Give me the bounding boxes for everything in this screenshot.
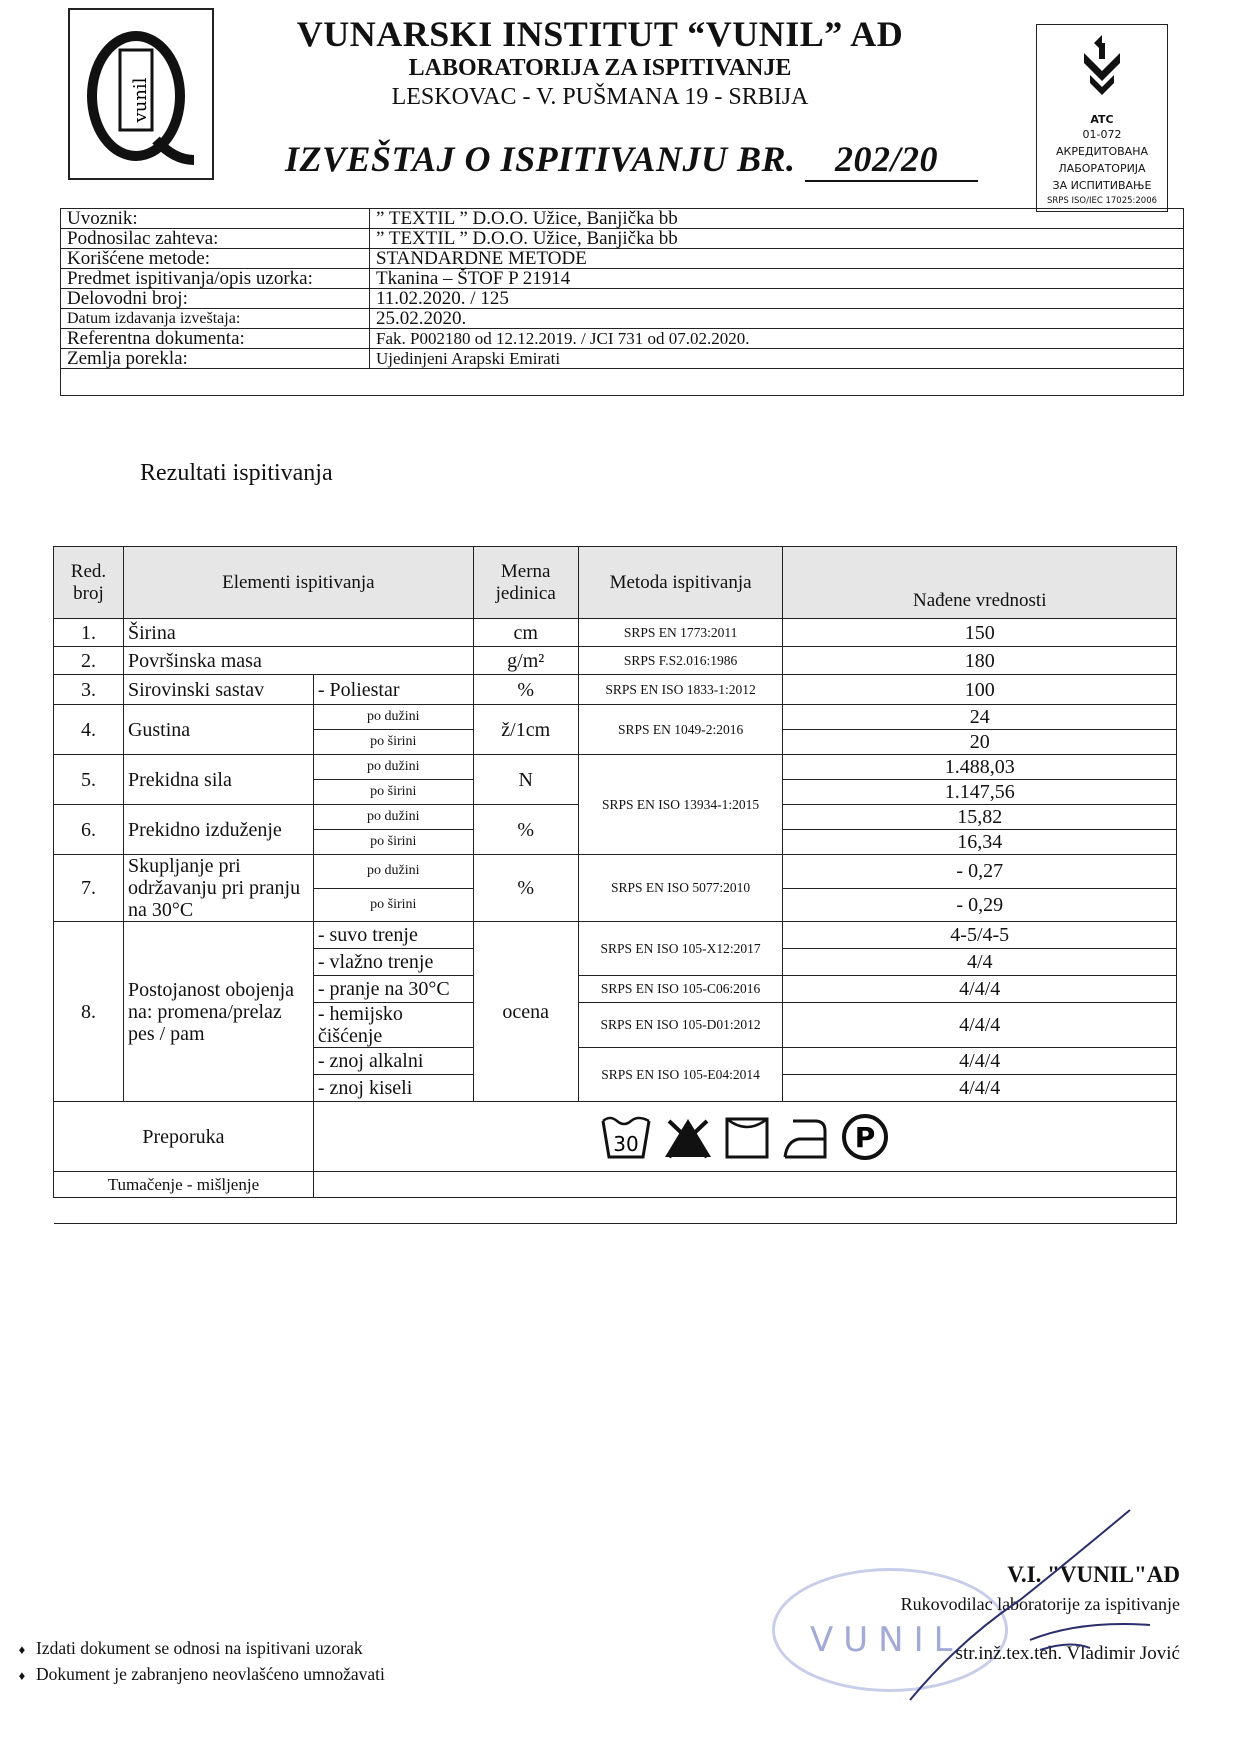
results-table — [53, 546, 1177, 1224]
iron-icon — [779, 1113, 831, 1161]
row-method: SRPS EN ISO 5077:2010 — [578, 855, 783, 922]
row-element: Površinska masa — [123, 647, 473, 675]
row-method: SRPS EN ISO 105-C06:2016 — [578, 976, 783, 1003]
row-method: SRPS EN ISO 105-X12:2017 — [578, 922, 783, 976]
info-row — [61, 349, 1184, 369]
report-title-text: IZVEŠTAJ O ISPITIVANJU BR. — [285, 139, 796, 179]
row-unit: % — [473, 855, 578, 922]
row-sub-element: - Poliestar — [313, 675, 473, 705]
signature-organization: V.I. "VUNIL"AD — [1007, 1562, 1180, 1587]
row-element: Postojanost obojenja na: promena/prelaz pes / pam — [123, 922, 313, 1102]
row-unit: ocena — [473, 922, 578, 1102]
row-value: 4/4/4 — [783, 1048, 1177, 1075]
row-sub-element: po širini — [313, 780, 473, 805]
info-row — [61, 249, 1184, 269]
atc-line3: ЗА ИСПИТИВАЊЕ — [1052, 179, 1152, 192]
row-value: 150 — [783, 619, 1177, 647]
row-method: SRPS EN ISO 105-E04:2014 — [578, 1048, 783, 1102]
row-sub-element: po dužini — [313, 705, 473, 730]
row-sub-element: po dužini — [313, 855, 473, 889]
recommendation-cell — [313, 1102, 1176, 1172]
accreditation-badge — [1036, 24, 1168, 212]
table-row — [54, 675, 1177, 705]
interpretation-row — [54, 1172, 1177, 1198]
row-unit: N — [473, 755, 578, 805]
row-sub-element: po širini — [313, 888, 473, 922]
col-header-method: Metoda ispitivanja — [578, 547, 783, 619]
row-method: SRPS F.S2.016:1986 — [578, 647, 783, 675]
table-row — [54, 922, 1177, 949]
table-row — [54, 855, 1177, 889]
svg-text:vunil: vunil — [130, 77, 151, 123]
footer-note: ♦ Dokument je zabranjeno neovlašćeno umnožavati — [8, 1662, 385, 1688]
institute-address: LESKOVAC - V. PUŠMANA 19 - SRBIJA — [391, 84, 809, 110]
row-unit: % — [473, 805, 578, 855]
info-value: Tkanina – ŠTOF P 21914 — [370, 269, 1184, 289]
row-sub-element: po dužini — [313, 805, 473, 830]
row-sub-element: - znoj alkalni — [313, 1048, 473, 1075]
care-symbols — [318, 1108, 1172, 1166]
info-row — [61, 269, 1184, 289]
atc-standard: SRPS ISO/IEC 17025:2006 — [1046, 196, 1158, 206]
col-header-values: Nađene vrednosti — [783, 547, 1177, 619]
row-value: 15,82 — [783, 805, 1177, 830]
row-sub-element: po dužini — [313, 755, 473, 780]
info-row — [61, 329, 1184, 349]
footer-note: ♦ Izdati dokument se odnosi na ispitivani uzorak — [8, 1636, 385, 1662]
row-sub-element: - znoj kiseli — [313, 1075, 473, 1102]
row-unit: cm — [473, 619, 578, 647]
blank-cell — [54, 1198, 1177, 1224]
row-value: 24 — [783, 705, 1177, 730]
row-no: 7. — [54, 855, 124, 922]
recommendation-row — [54, 1102, 1177, 1172]
info-label: Delovodni broj: — [61, 289, 370, 309]
row-no: 1. — [54, 619, 124, 647]
row-sub-element: po širini — [313, 730, 473, 755]
row-unit: ž/1cm — [473, 705, 578, 755]
q-logo-icon — [70, 10, 212, 178]
info-label: Uvoznik: — [61, 209, 370, 229]
row-value: 20 — [783, 730, 1177, 755]
row-element: Širina — [123, 619, 473, 647]
row-unit: % — [473, 675, 578, 705]
atc-number: 01-072 — [1082, 128, 1122, 141]
col-header-element: Elementi ispitivanja — [123, 547, 473, 619]
info-label: Zemlja porekla: — [61, 349, 370, 369]
header-title-block — [260, 14, 940, 112]
row-value: - 0,29 — [783, 888, 1177, 922]
info-value: ” TEXTIL ” D.O.O. Užice, Banjička bb — [370, 229, 1184, 249]
table-row — [54, 705, 1177, 730]
row-method: SRPS EN ISO 105-D01:2012 — [578, 1003, 783, 1048]
laboratory-name: LABORATORIJA ZA ISPITIVANJE — [408, 55, 792, 81]
row-no: 6. — [54, 805, 124, 855]
row-element: Sirovinski sastav — [123, 675, 313, 705]
row-method: SRPS EN ISO 13934-1:2015 — [578, 755, 783, 855]
tumble-dry-icon — [723, 1113, 771, 1161]
row-value: 180 — [783, 647, 1177, 675]
info-label: Datum izdavanja izveštaja: — [61, 309, 370, 329]
info-blank-cell — [61, 369, 1184, 396]
row-value: 4/4/4 — [783, 1003, 1177, 1048]
interpretation-label: Tumačenje - mišljenje — [54, 1172, 314, 1198]
table-row — [54, 647, 1177, 675]
row-method: SRPS EN 1049-2:2016 — [578, 705, 783, 755]
signature-role: Rukovodilac laboratorije za ispitivanje — [900, 1594, 1180, 1614]
row-value: 4/4/4 — [783, 976, 1177, 1003]
row-value: 1.147,56 — [783, 780, 1177, 805]
report-title — [285, 138, 978, 182]
row-element: Skupljanje pri održavanju pri pranju na 30°C — [123, 855, 313, 922]
info-value: Fak. P002180 od 12.12.2019. / JCI 731 od 07.02.2020. — [370, 329, 1184, 349]
signature-name: str.inž.tex.teh. Vladimir Jović — [955, 1643, 1180, 1664]
row-value: 4/4/4 — [783, 1075, 1177, 1102]
row-sub-element: - hemijsko čišćenje — [313, 1003, 473, 1048]
results-title: Rezultati ispitivanja — [140, 460, 333, 486]
wash-30-icon — [599, 1113, 653, 1161]
row-sub-element: - vlažno trenje — [313, 949, 473, 976]
col-header-unit: Merna jedinica — [473, 547, 578, 619]
bullet-icon: ♦ — [18, 1642, 26, 1657]
row-method: SRPS EN 1773:2011 — [578, 619, 783, 647]
svg-text:30: 30 — [613, 1131, 639, 1156]
info-value: 25.02.2020. — [370, 309, 1184, 329]
table-row — [54, 619, 1177, 647]
row-no: 5. — [54, 755, 124, 805]
results-header-row — [54, 547, 1177, 619]
row-no: 8. — [54, 922, 124, 1102]
atc-line2: ЛАБОРАТОРИЈА — [1058, 162, 1146, 175]
row-value: 100 — [783, 675, 1177, 705]
report-info-table — [60, 208, 1184, 396]
row-element: Prekidno izduženje — [123, 805, 313, 855]
row-value: 4-5/4-5 — [783, 922, 1177, 949]
table-row — [54, 755, 1177, 780]
blank-row — [54, 1198, 1177, 1224]
institute-name: VUNARSKI INSTITUT “VUNIL” AD — [296, 14, 904, 54]
atc-mark: ATC — [1090, 113, 1114, 126]
dry-clean-p-icon — [839, 1111, 891, 1163]
info-value: 11.02.2020. / 125 — [370, 289, 1184, 309]
row-no: 3. — [54, 675, 124, 705]
recommendation-label: Preporuka — [54, 1102, 314, 1172]
row-no: 4. — [54, 705, 124, 755]
interpretation-cell — [313, 1172, 1176, 1198]
info-label: Korišćene metode: — [61, 249, 370, 269]
row-value: 16,34 — [783, 830, 1177, 855]
atc-logo-icon — [1072, 31, 1132, 105]
report-number: 202/20 — [805, 138, 978, 182]
row-sub-element: po širini — [313, 830, 473, 855]
info-blank-row — [61, 369, 1184, 396]
row-no: 2. — [54, 647, 124, 675]
atc-line1: АКРЕДИТОВАНА — [1056, 145, 1148, 158]
info-value: Ujedinjeni Arapski Emirati — [370, 349, 1184, 369]
row-value: - 0,27 — [783, 855, 1177, 889]
handwritten-signature — [900, 1490, 1180, 1710]
no-bleach-icon — [661, 1113, 715, 1161]
bullet-icon: ♦ — [18, 1668, 26, 1683]
info-label: Referentna dokumenta: — [61, 329, 370, 349]
info-row — [61, 289, 1184, 309]
row-element: Prekidna sila — [123, 755, 313, 805]
row-value: 1.488,03 — [783, 755, 1177, 780]
institute-logo — [68, 8, 214, 180]
col-header-no: Red. broj — [54, 547, 124, 619]
row-sub-element: - suvo trenje — [313, 922, 473, 949]
info-row — [61, 229, 1184, 249]
info-row — [61, 209, 1184, 229]
info-label: Podnosilac zahteva: — [61, 229, 370, 249]
info-label: Predmet ispitivanja/opis uzorka: — [61, 269, 370, 289]
info-value: ” TEXTIL ” D.O.O. Užice, Banjička bb — [370, 209, 1184, 229]
row-value: 4/4 — [783, 949, 1177, 976]
info-value: STANDARDNE METODE — [370, 249, 1184, 269]
footer-notes — [8, 1636, 385, 1688]
row-method: SRPS EN ISO 1833-1:2012 — [578, 675, 783, 705]
row-unit: g/m² — [473, 647, 578, 675]
info-row — [61, 309, 1184, 329]
svg-text:P: P — [854, 1120, 876, 1154]
stamp-text: VUNIL — [810, 1620, 963, 1660]
row-element: Gustina — [123, 705, 313, 755]
row-sub-element: - pranje na 30°C — [313, 976, 473, 1003]
